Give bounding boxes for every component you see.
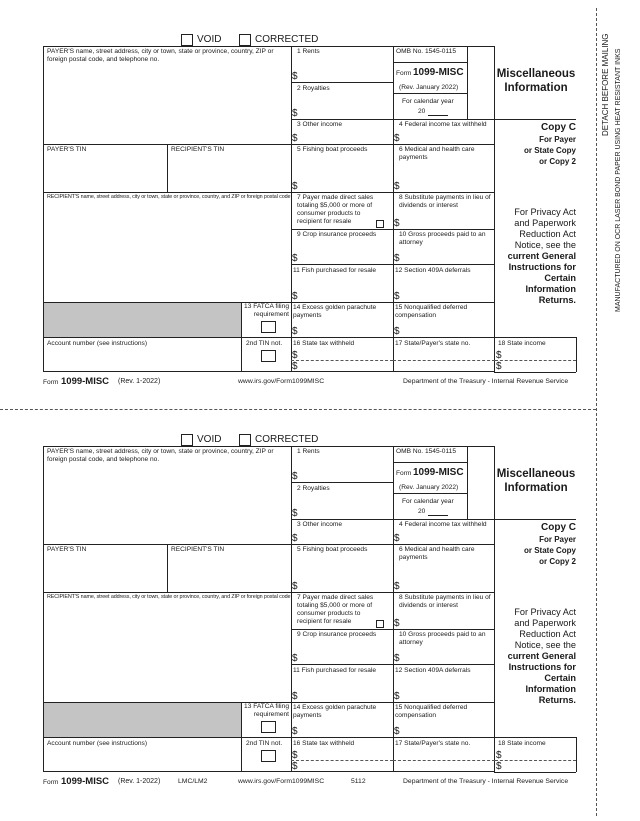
payer-tin-label: PAYER'S TIN — [47, 146, 87, 153]
dollar-sign: $ — [394, 253, 400, 264]
box5-label: 5 Fishing boat proceeds — [297, 546, 368, 553]
box7-label: 7 Payer made direct sales totaling $5,000 or more of consumer products to recipient for resale — [297, 594, 374, 625]
payer-name-label: PAYER'S name, street address, city or town, state or province, country, ZIP or foreign postal code, and telephone no. — [47, 448, 274, 463]
dollar-sign: $ — [292, 750, 298, 761]
box7-label: 7 Payer made direct sales totaling $5,000 or more of consumer products to recipient for resale — [297, 194, 374, 225]
payer-tin-label: PAYER'S TIN — [47, 546, 87, 553]
dollar-sign: $ — [394, 181, 400, 192]
omb-number: OMB No. 1545-0115 — [396, 48, 456, 55]
form-copy-1 — [0, 0, 640, 400]
box2-label: 2 Royalties — [297, 485, 330, 492]
corrected-label: CORRECTED — [255, 34, 319, 45]
dollar-sign: $ — [394, 326, 400, 337]
footer-url: www.irs.gov/Form1099MISC — [238, 378, 325, 385]
box16-label: 16 State tax withheld — [293, 340, 355, 347]
side-manufacture-text: MANUFACTURED ON OCR LASER BOND PAPER USING HEAT RESISTANT INKS — [615, 48, 622, 312]
box7-checkbox[interactable] — [376, 620, 384, 628]
dollar-sign: $ — [292, 108, 298, 119]
calendar-year-label: For calendar year — [402, 498, 454, 505]
privacy-line: Reduction Act — [519, 229, 576, 239]
box13-label: 13 FATCA filing requirement — [244, 703, 289, 718]
footer-form-name: 1099-MISC — [61, 376, 110, 387]
payer-name-label: PAYER'S name, street address, city or town, state or province, country, ZIP or foreign postal code, and telephone no. — [47, 48, 274, 63]
privacy-bold-line: Information — [525, 684, 576, 694]
box8-label: 8 Substitute payments in lieu of dividends or interest — [399, 194, 491, 209]
dollar-sign: $ — [292, 581, 298, 592]
dollar-sign: $ — [292, 691, 298, 702]
privacy-line: and Paperwork — [514, 218, 576, 228]
copy-line2: or State Copy — [523, 546, 576, 555]
box12-label: 12 Section 409A deferrals — [395, 267, 471, 274]
second-tin-checkbox[interactable] — [261, 750, 276, 762]
footer-url: www.irs.gov/Form1099MISC — [238, 778, 325, 785]
second-tin-label: 2nd TIN not. — [246, 740, 283, 747]
dollar-sign: $ — [292, 726, 298, 737]
footer-dept: Department of the Treasury - Internal Revenue Service — [403, 378, 569, 385]
footer-dept: Department of the Treasury - Internal Revenue Service — [403, 778, 569, 785]
box6-label: 6 Medical and health care payments — [399, 146, 475, 161]
dollar-sign: $ — [292, 291, 298, 302]
omb-rev: (Rev. January 2022) — [399, 484, 459, 491]
form-title-line1: Miscellaneous — [496, 68, 576, 80]
privacy-bold-line: Instructions for — [508, 662, 576, 672]
dollar-sign: $ — [496, 750, 502, 761]
copy-line3: or Copy 2 — [539, 157, 576, 166]
box16-label: 16 State tax withheld — [293, 740, 355, 747]
dollar-sign: $ — [394, 618, 400, 629]
dollar-sign: $ — [394, 581, 400, 592]
omb-form-prefix: Form — [396, 470, 412, 477]
privacy-bold-line: Certain — [544, 273, 576, 283]
box1-label: 1 Rents — [297, 448, 320, 455]
box14-label: 14 Excess golden parachute payments — [293, 704, 377, 719]
form-copy-2 — [0, 400, 640, 800]
privacy-line: and Paperwork — [514, 618, 576, 628]
void-label: VOID — [197, 34, 222, 45]
box9-label: 9 Crop insurance proceeds — [297, 631, 377, 638]
dollar-sign: $ — [292, 350, 298, 361]
recipient-tin-label: RECIPIENT'S TIN — [171, 146, 225, 153]
omb-rev: (Rev. January 2022) — [399, 84, 459, 91]
box14-label: 14 Excess golden parachute payments — [293, 304, 377, 319]
dollar-sign: $ — [292, 533, 298, 544]
form-title-line1: Miscellaneous — [496, 468, 576, 480]
box15-label: 15 Nonqualified deferred compensation — [395, 304, 468, 319]
box4-label: 4 Federal income tax withheld — [399, 521, 487, 528]
box6-label: 6 Medical and health care payments — [399, 546, 475, 561]
box3-label: 3 Other income — [297, 521, 343, 528]
dollar-sign: $ — [292, 471, 298, 482]
omb-number: OMB No. 1545-0115 — [396, 448, 456, 455]
recipient-tin-label: RECIPIENT'S TIN — [171, 546, 225, 553]
copy-line2: or State Copy — [523, 146, 576, 155]
footer-form-name: 1099-MISC — [61, 776, 110, 787]
dollar-sign: $ — [292, 253, 298, 264]
dollar-sign: $ — [394, 291, 400, 302]
account-label: Account number (see instructions) — [47, 340, 148, 347]
dollar-sign: $ — [292, 361, 298, 372]
privacy-line: Notice, see the — [514, 240, 576, 250]
box2-label: 2 Royalties — [297, 85, 330, 92]
privacy-bold-line: Certain — [544, 673, 576, 683]
footer-rev: (Rev. 1-2022) — [118, 378, 161, 385]
second-tin-checkbox[interactable] — [261, 350, 276, 362]
box8-label: 8 Substitute payments in lieu of dividends or interest — [399, 594, 491, 609]
footer-code2: 5112 — [351, 778, 366, 785]
privacy-bold-line: Instructions for — [508, 262, 576, 272]
privacy-bold-line: Information — [525, 284, 576, 294]
shaded-area — [44, 703, 241, 737]
box5-label: 5 Fishing boat proceeds — [297, 146, 368, 153]
corrected-checkbox[interactable] — [239, 34, 251, 46]
dollar-sign: $ — [394, 533, 400, 544]
copy-line1: For Payer — [539, 535, 576, 544]
privacy-line: Notice, see the — [514, 640, 576, 650]
corrected-checkbox[interactable] — [239, 434, 251, 446]
form-title-line2: Information — [504, 82, 568, 94]
box17-label: 17 State/Payer's state no. — [395, 740, 471, 747]
copy-title: Copy C — [541, 522, 576, 533]
footer-rev: (Rev. 1-2022) — [118, 778, 161, 785]
dollar-sign: $ — [394, 691, 400, 702]
footer-code1: LMC/LM2 — [178, 778, 208, 785]
account-label: Account number (see instructions) — [47, 740, 148, 747]
form-title-line2: Information — [504, 482, 568, 494]
recipient-name-label: RECIPIENT'S name, street address, city or town, state or province, country, and ZIP or foreign postal code — [47, 594, 291, 600]
privacy-line: For Privacy Act — [514, 207, 576, 217]
box11-label: 11 Fish purchased for resale — [293, 667, 377, 674]
privacy-bold-line: Returns. — [538, 695, 576, 705]
fatca-checkbox[interactable] — [261, 321, 276, 333]
dollar-sign: $ — [496, 350, 502, 361]
dollar-sign: $ — [292, 71, 298, 82]
void-label: VOID — [197, 434, 222, 445]
copy-line3: or Copy 2 — [539, 557, 576, 566]
calendar-year-prefix: 20 — [418, 108, 426, 115]
box12-label: 12 Section 409A deferrals — [395, 667, 471, 674]
dollar-sign: $ — [292, 326, 298, 337]
dollar-sign: $ — [394, 133, 400, 144]
dollar-sign: $ — [292, 181, 298, 192]
privacy-bold-line: Returns. — [538, 295, 576, 305]
dollar-sign: $ — [394, 218, 400, 229]
box15-label: 15 Nonqualified deferred compensation — [395, 704, 468, 719]
box3-label: 3 Other income — [297, 121, 343, 128]
privacy-line: For Privacy Act — [514, 607, 576, 617]
box9-label: 9 Crop insurance proceeds — [297, 231, 377, 238]
dollar-sign: $ — [292, 761, 298, 772]
corrected-label: CORRECTED — [255, 434, 319, 445]
footer-form-prefix: Form — [43, 379, 59, 386]
dollar-sign: $ — [496, 361, 502, 372]
box10-label: 10 Gross proceeds paid to an attorney — [399, 231, 486, 246]
dollar-sign: $ — [292, 133, 298, 144]
box4-label: 4 Federal income tax withheld — [399, 121, 487, 128]
privacy-bold-line: current General — [507, 251, 576, 261]
fatca-checkbox[interactable] — [261, 721, 276, 733]
dollar-sign: $ — [292, 508, 298, 519]
dollar-sign: $ — [496, 761, 502, 772]
box1-label: 1 Rents — [297, 48, 320, 55]
box18-label: 18 State income — [498, 340, 546, 347]
side-detach-text: DETACH BEFORE MAILING — [601, 33, 610, 137]
copy-line1: For Payer — [539, 135, 576, 144]
void-checkbox[interactable] — [181, 434, 193, 446]
dollar-sign: $ — [394, 726, 400, 737]
void-checkbox[interactable] — [181, 34, 193, 46]
dollar-sign: $ — [394, 653, 400, 664]
recipient-name-label: RECIPIENT'S name, street address, city or town, state or province, country, and ZIP or foreign postal code — [47, 194, 291, 200]
omb-form-prefix: Form — [396, 70, 412, 77]
privacy-line: Reduction Act — [519, 629, 576, 639]
box11-label: 11 Fish purchased for resale — [293, 267, 377, 274]
omb-form-name: 1099-MISC — [413, 67, 464, 78]
box18-label: 18 State income — [498, 740, 546, 747]
box17-label: 17 State/Payer's state no. — [395, 340, 471, 347]
dollar-sign: $ — [292, 653, 298, 664]
shaded-area — [44, 303, 241, 337]
box13-label: 13 FATCA filing requirement — [244, 303, 289, 318]
calendar-year-label: For calendar year — [402, 98, 454, 105]
omb-form-name: 1099-MISC — [413, 467, 464, 478]
footer-form-prefix: Form — [43, 779, 59, 786]
calendar-year-prefix: 20 — [418, 508, 426, 515]
privacy-bold-line: current General — [507, 651, 576, 661]
box10-label: 10 Gross proceeds paid to an attorney — [399, 631, 486, 646]
box7-checkbox[interactable] — [376, 220, 384, 228]
second-tin-label: 2nd TIN not. — [246, 340, 283, 347]
copy-title: Copy C — [541, 122, 576, 133]
